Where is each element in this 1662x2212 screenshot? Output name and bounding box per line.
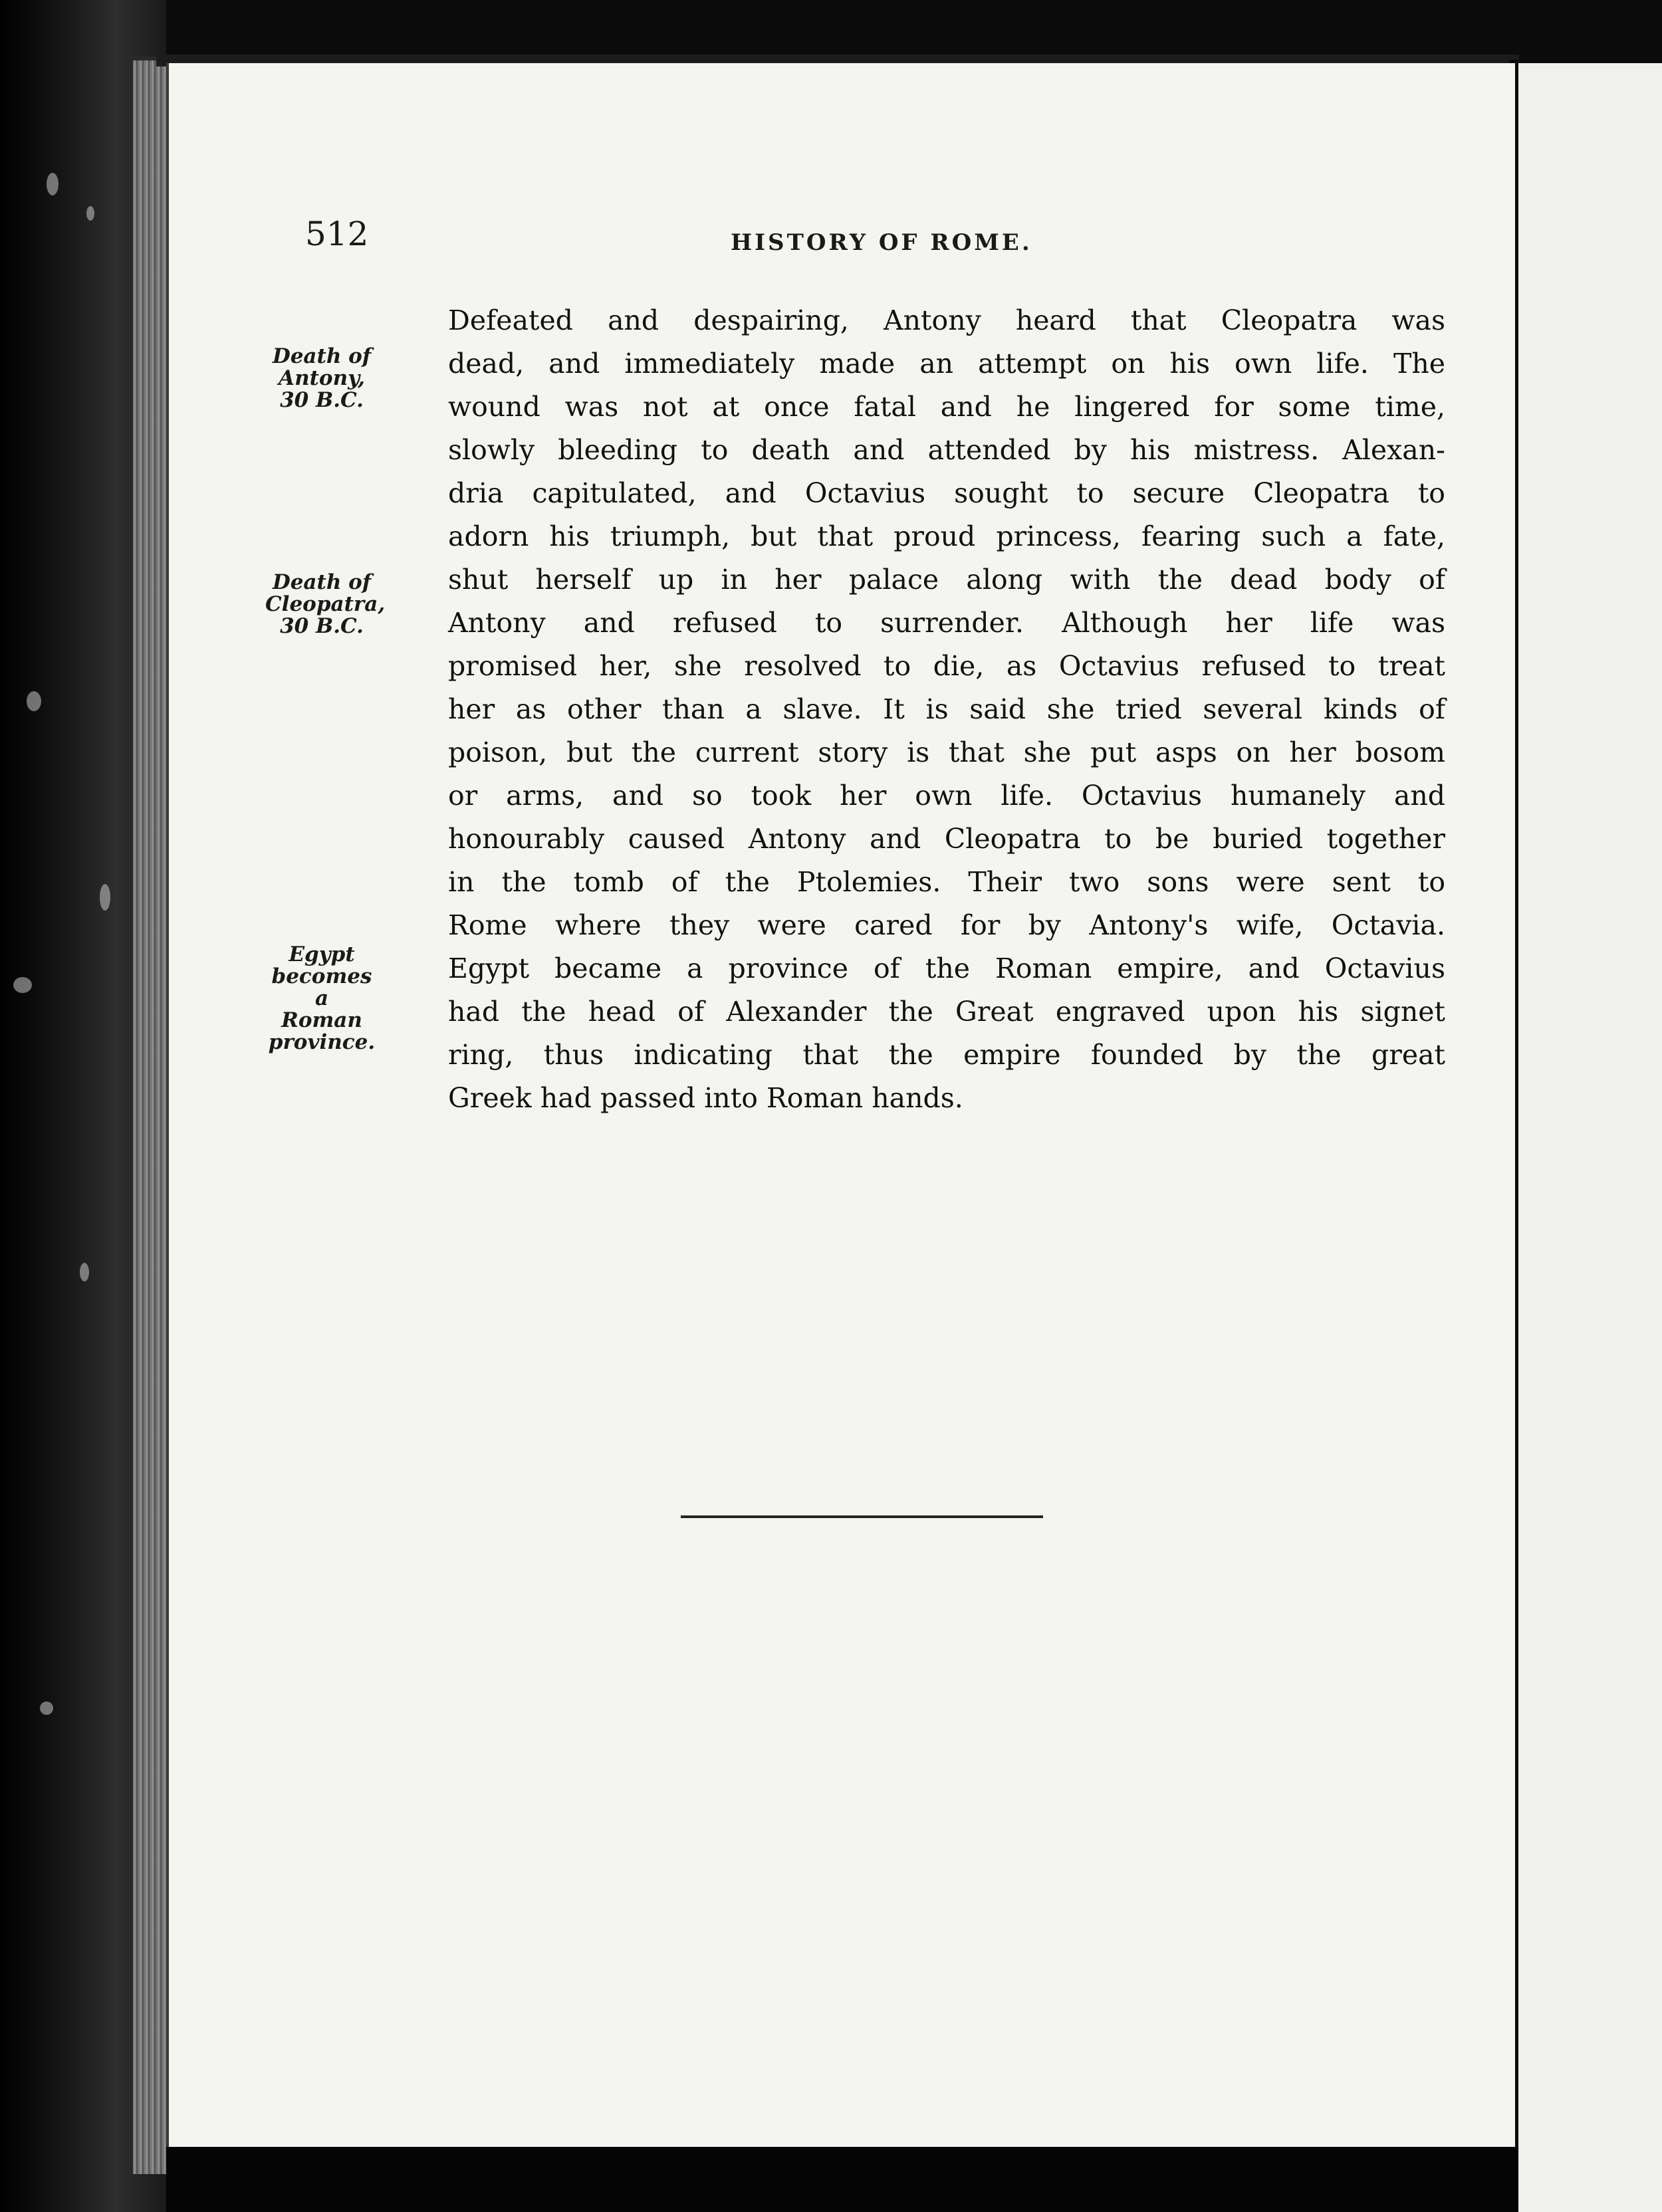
text-line: in the tomb of the Ptolemies. Their two sons were sent to — [448, 866, 1445, 898]
text-line: or arms, and so took her own life. Octavius humanely and — [448, 780, 1445, 812]
sidenote-line: Death of — [272, 570, 372, 594]
sidenote-line: Roman — [281, 1008, 362, 1032]
text-line: honourably caused Antony and Cleopatra to be buried together — [448, 823, 1445, 855]
sidenote-line: province. — [268, 1030, 376, 1054]
text-line: promised her, she resolved to die, as Octavius refused to treat — [448, 650, 1445, 682]
scan-speck — [86, 206, 94, 221]
page-stack-edge — [133, 56, 170, 2174]
book-page — [166, 63, 1515, 2147]
text-line: slowly bleeding to death and attended by his mistress. Alexan- — [448, 434, 1445, 466]
scan-speck — [47, 173, 59, 195]
facing-page-edge — [1518, 63, 1662, 2212]
text-line: Defeated and despairing, Antony heard that Cleopatra was — [448, 304, 1445, 336]
scan-speck — [40, 1702, 53, 1715]
text-line: dria capitulated, and Octavius sought to secure Cleopatra to — [448, 477, 1445, 509]
scan-bottom-margin — [166, 2147, 1518, 2212]
chapter-end-rule — [681, 1515, 1043, 1518]
text-line: ring, thus indicating that the empire founded by the great — [448, 1039, 1445, 1071]
text-line: Egypt became a province of the Roman empire, and Octavius — [448, 952, 1445, 984]
sidenote-line: 30 B.C. — [280, 614, 364, 638]
scan-speck — [80, 1263, 89, 1281]
text-line: had the head of Alexander the Great engraved upon his signet — [448, 996, 1445, 1028]
sidenote-line: Antony, — [279, 366, 365, 390]
scan-speck — [27, 691, 41, 711]
text-line: dead, and immediately made an attempt on his own life. The — [448, 348, 1445, 380]
scan-speck — [100, 884, 110, 911]
text-line: shut herself up in her palace along with the dead body of — [448, 564, 1445, 596]
text-line: poison, but the current story is that she put asps on her bosom — [448, 736, 1445, 768]
sidenote-line: Death of — [272, 344, 372, 368]
running-header-title: HISTORY OF ROME. — [731, 229, 1032, 256]
page-number: 512 — [305, 215, 369, 253]
sidenote-line: 30 B.C. — [280, 388, 364, 412]
sidenote-egypt-province — [265, 944, 378, 1053]
text-line: her as other than a slave. It is said she tried several kinds of — [448, 693, 1445, 725]
text-line: Greek had passed into Roman hands. — [448, 1082, 963, 1114]
text-line: Antony and refused to surrender. Although her life was — [448, 607, 1445, 639]
text-line: wound was not at once fatal and he lingered for some time, — [448, 391, 1445, 423]
sidenote-line: Egypt — [289, 942, 355, 966]
sidenote-line: Cleopatra, — [265, 592, 386, 616]
sidenote-line: becomes a — [271, 964, 372, 1010]
text-line: adorn his triumph, but that proud princess, fearing such a fate, — [448, 520, 1445, 552]
sidenote-death-of-antony — [265, 346, 378, 411]
scan-speck — [13, 977, 32, 993]
text-line: Rome where they were cared for by Antony's wife, Octavia. — [448, 909, 1445, 941]
body-paragraph — [448, 299, 1445, 1120]
sidenote-death-of-cleopatra — [265, 570, 386, 638]
